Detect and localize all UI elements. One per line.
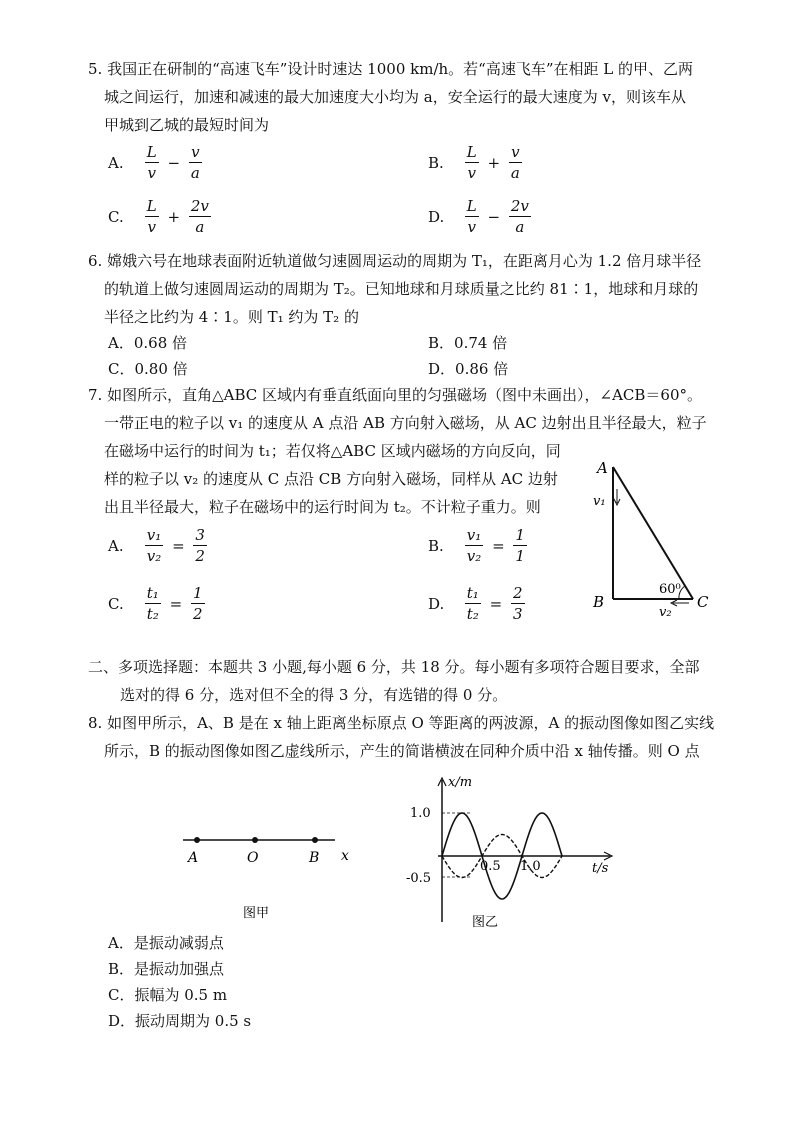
q8-option-c[interactable]: C．振幅为 0.5 m [108, 986, 228, 1004]
fraction [513, 525, 527, 566]
fraction [145, 142, 159, 183]
q5-option-d[interactable] [428, 196, 533, 237]
section2-line2: 选对的得 6 分，选对但不全的得 3 分，有选错的得 0 分。 [120, 686, 508, 704]
label-v2: v₂ [659, 605, 672, 620]
numerator: L [146, 143, 157, 161]
q7-stem-line3: 在磁场中运行的时间为 t₁；若仅将△ABC 区域内磁场的方向反向，同 [104, 442, 561, 460]
q6-option-a[interactable]: A．0.68 倍 [108, 334, 187, 352]
q7-option-a[interactable] [108, 525, 209, 566]
option-label: A. [108, 536, 124, 555]
q7-stem-line4: 样的粒子以 v₂ 的速度从 C 点沿 CB 方向射入磁场，同样从 AC 边射 [104, 470, 558, 488]
fraction [509, 142, 522, 183]
tick-y2: -0.5 [406, 871, 432, 886]
label-v1: v₁ [593, 494, 606, 509]
numerator: L [466, 197, 477, 215]
fraction [145, 196, 159, 237]
operator: − [487, 207, 501, 226]
numerator: v₁ [146, 526, 162, 544]
option-label: B. [428, 153, 444, 172]
side-ac [613, 467, 693, 599]
label-c: C [697, 593, 709, 611]
denominator: v [467, 218, 476, 236]
q8-stem-line1: 8. 如图甲所示，A、B 是在 x 轴上距离坐标原点 O 等距离的两波源，A 的振动图像如图乙实线 [88, 714, 715, 732]
fraction [509, 196, 531, 237]
equals: = [492, 536, 505, 555]
label-b: B [593, 593, 605, 611]
q8-option-b[interactable]: B．是振动加强点 [108, 960, 225, 978]
tick-y1: 1.0 [410, 806, 431, 821]
label-x: x [341, 848, 349, 864]
fraction [465, 525, 484, 566]
fraction [145, 525, 164, 566]
denominator: v₂ [146, 547, 162, 565]
t-axis-label: t/s [592, 861, 609, 876]
denominator: v [147, 218, 156, 236]
point-a [194, 837, 200, 843]
numerator: 2 [512, 584, 523, 602]
q5-option-a[interactable] [108, 142, 204, 183]
operator: + [487, 153, 501, 172]
fraction [465, 142, 479, 183]
option-label: C. [108, 594, 124, 613]
q6-option-d[interactable]: D．0.86 倍 [428, 360, 509, 378]
fraction [189, 142, 202, 183]
numerator: v₁ [466, 526, 482, 544]
equals: = [489, 594, 503, 613]
q7-option-d[interactable] [428, 583, 527, 624]
q8-figure-jia [175, 825, 365, 925]
q6-option-b[interactable]: B．0.74 倍 [428, 334, 508, 352]
denominator: 2 [192, 605, 203, 623]
figure-caption: 图乙 [472, 915, 499, 930]
denominator: a [515, 218, 525, 236]
fraction [189, 196, 211, 237]
q6-stem-line1: 6. 嫦娥六号在地球表面附近轨道做匀速圆周运动的周期为 T₁，在距离月心为 1.2 倍月球半径 [88, 252, 702, 270]
label-a: A [188, 850, 199, 866]
q8-stem-line2: 所示，B 的振动图像如图乙虚线所示，产生的简谐横波在同种介质中沿 x 轴传播。则 O 点 [104, 742, 700, 760]
q7-triangle-figure [585, 455, 715, 620]
section2-line1: 二、多项选择题：本题共 3 小题,每小题 6 分，共 18 分。每小题有多项符合题目要求，全部 [88, 658, 700, 676]
operator: − [167, 153, 181, 172]
option-label: C. [108, 207, 124, 226]
equals: = [169, 594, 183, 613]
numerator: L [146, 197, 157, 215]
equals: = [172, 536, 185, 555]
denominator: a [195, 218, 205, 236]
q7-option-c[interactable] [108, 583, 207, 624]
q5-option-b[interactable] [428, 142, 524, 183]
fraction [465, 583, 481, 624]
numerator: t₁ [146, 584, 159, 602]
q6-option-c[interactable]: C．0.80 倍 [108, 360, 188, 378]
q8-figure-yi [400, 772, 620, 932]
q6-stem-line3: 半径之比约为 4∶1。则 T₁ 约为 T₂ 的 [104, 308, 359, 326]
numerator: v [189, 142, 202, 163]
denominator: 1 [515, 547, 525, 565]
q5-stem-line2: 城之间运行，加速和减速的最大加速度大小均为 a，安全运行的最大速度为 v，则该车从 [104, 88, 686, 106]
tick-t2: 1.0 [520, 859, 541, 874]
denominator: v [467, 164, 476, 182]
numerator: t₁ [466, 584, 479, 602]
q8-option-a[interactable]: A．是振动减弱点 [108, 934, 224, 952]
tick-t1: 0.5 [480, 859, 501, 874]
denominator: 2 [195, 547, 205, 565]
numerator: L [466, 143, 477, 161]
fraction [511, 583, 525, 624]
denominator: a [510, 164, 520, 182]
numerator: v [509, 142, 522, 163]
denominator: 3 [512, 605, 523, 623]
numerator: 1 [515, 526, 525, 544]
q5-stem-line1: 5. 我国正在研制的“高速飞车”设计时速达 1000 km/h。若“高速飞车”在相距 L 的甲、乙两 [88, 60, 693, 78]
option-label: A. [108, 153, 124, 172]
numerator: 3 [195, 526, 205, 544]
figure-caption: 图甲 [243, 906, 270, 921]
fraction [145, 583, 161, 624]
denominator: t₂ [466, 605, 479, 623]
numerator: 2v [510, 197, 529, 215]
point-o [252, 837, 258, 843]
q5-stem-line3: 甲城到乙城的最短时间为 [104, 116, 270, 134]
fraction [191, 583, 205, 624]
denominator: v [147, 164, 156, 182]
q8-option-d[interactable]: D．振动周期为 0.5 s [108, 1012, 252, 1030]
q5-option-c[interactable] [108, 196, 213, 237]
denominator: v₂ [466, 547, 482, 565]
q6-stem-line2: 的轨道上做匀速圆周运动的周期为 T₂。已知地球和月球质量之比约 81∶1，地球和月球的 [104, 280, 699, 298]
q7-stem-line5: 出且半径最大，粒子在磁场中的运行时间为 t₂。不计粒子重力。则 [104, 498, 541, 516]
option-label: D. [428, 594, 445, 613]
fraction [193, 525, 207, 566]
label-b: B [309, 850, 320, 866]
denominator: a [190, 164, 200, 182]
fraction [465, 196, 479, 237]
y-axis-label: x/m [448, 775, 473, 790]
point-b [312, 837, 318, 843]
option-label: D. [428, 207, 445, 226]
denominator: t₂ [146, 605, 159, 623]
label-a: A [597, 459, 608, 477]
q7-option-b[interactable] [428, 525, 529, 566]
label-angle: 60⁰ [659, 582, 681, 597]
q7-stem-line2: 一带正电的粒子以 v₁ 的速度从 A 点沿 AB 方向射入磁场，从 AC 边射出且半径最大，粒子 [104, 414, 707, 432]
operator: + [167, 207, 181, 226]
numerator: 2v [190, 197, 209, 215]
label-o: O [247, 850, 259, 866]
numerator: 1 [192, 584, 203, 602]
q7-stem-line1: 7. 如图所示，直角△ABC 区域内有垂直纸面向里的匀强磁场（图中未画出），∠ACB＝60°。 [88, 386, 702, 404]
option-label: B. [428, 536, 444, 555]
